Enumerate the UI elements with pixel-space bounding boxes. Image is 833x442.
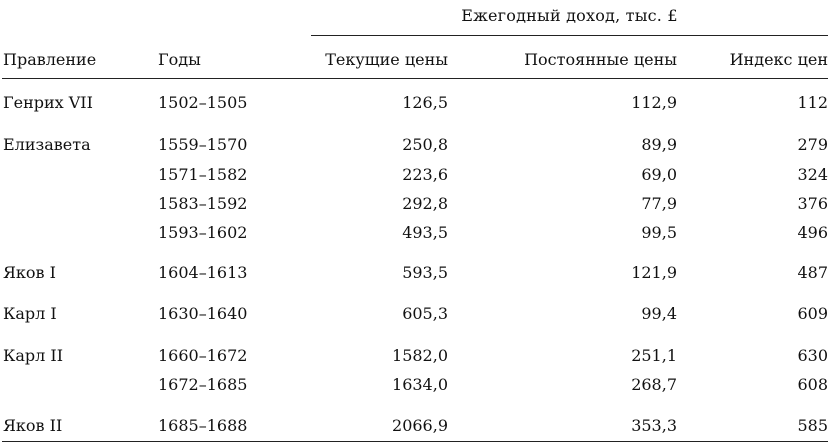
reign-cell: Яков I	[3, 263, 56, 282]
reign-cell: Елизавета	[3, 135, 91, 154]
current-price-cell: 593,5	[402, 263, 448, 282]
constant-price-cell: 99,4	[641, 304, 677, 323]
constant-price-cell: 121,9	[631, 263, 677, 282]
table-row	[0, 194, 833, 218]
constant-price-cell: 89,9	[641, 135, 677, 154]
constant-price-cell: 268,7	[631, 375, 677, 394]
table-row	[0, 375, 833, 399]
table-row	[0, 93, 833, 117]
price-index-cell: 585	[797, 416, 828, 435]
column-header-reign: Правление	[3, 50, 97, 69]
group-header-rule	[311, 35, 828, 36]
constant-price-cell: 353,3	[631, 416, 677, 435]
current-price-cell: 292,8	[402, 194, 448, 213]
price-index-cell: 630	[797, 346, 828, 365]
current-price-cell: 605,3	[402, 304, 448, 323]
column-header-constant-prices: Постоянные цены	[524, 50, 677, 69]
table-row	[0, 304, 833, 328]
table-row	[0, 416, 833, 440]
annual-income-group-header: Ежегодный доход, тыс. £	[461, 6, 678, 25]
reign-cell: Карл I	[3, 304, 57, 323]
column-header-current-prices: Текущие цены	[325, 50, 448, 69]
years-cell: 1630–1640	[158, 304, 248, 323]
current-price-cell: 493,5	[402, 223, 448, 242]
table-row	[0, 165, 833, 189]
constant-price-cell: 77,9	[641, 194, 677, 213]
years-cell: 1672–1685	[158, 375, 248, 394]
years-cell: 1571–1582	[158, 165, 248, 184]
years-cell: 1583–1592	[158, 194, 248, 213]
years-cell: 1604–1613	[158, 263, 248, 282]
years-cell: 1593–1602	[158, 223, 248, 242]
current-price-cell: 223,6	[402, 165, 448, 184]
constant-price-cell: 69,0	[641, 165, 677, 184]
table-row	[0, 346, 833, 370]
constant-price-cell: 112,9	[631, 93, 677, 112]
column-header-price-index: Индекс цен	[729, 50, 828, 69]
current-price-cell: 250,8	[402, 135, 448, 154]
table-row	[0, 223, 833, 247]
years-cell: 1685–1688	[158, 416, 248, 435]
price-index-cell: 324	[797, 165, 828, 184]
price-index-cell: 487	[797, 263, 828, 282]
years-cell: 1559–1570	[158, 135, 248, 154]
reign-cell: Генрих VII	[3, 93, 93, 112]
price-index-cell: 609	[797, 304, 828, 323]
price-index-cell: 608	[797, 375, 828, 394]
price-index-cell: 496	[797, 223, 828, 242]
current-price-cell: 2066,9	[392, 416, 448, 435]
reign-cell: Карл II	[3, 346, 64, 365]
current-price-cell: 1582,0	[392, 346, 448, 365]
current-price-cell: 126,5	[402, 93, 448, 112]
current-price-cell: 1634,0	[392, 375, 448, 394]
price-index-cell: 376	[797, 194, 828, 213]
header-bottom-rule	[2, 78, 828, 79]
price-index-cell: 112	[797, 93, 828, 112]
reign-cell: Яков II	[3, 416, 63, 435]
years-cell: 1660–1672	[158, 346, 248, 365]
constant-price-cell: 99,5	[641, 223, 677, 242]
years-cell: 1502–1505	[158, 93, 248, 112]
column-header-years: Годы	[158, 50, 201, 69]
table-row	[0, 135, 833, 159]
constant-price-cell: 251,1	[631, 346, 677, 365]
table-row	[0, 263, 833, 287]
price-index-cell: 279	[797, 135, 828, 154]
